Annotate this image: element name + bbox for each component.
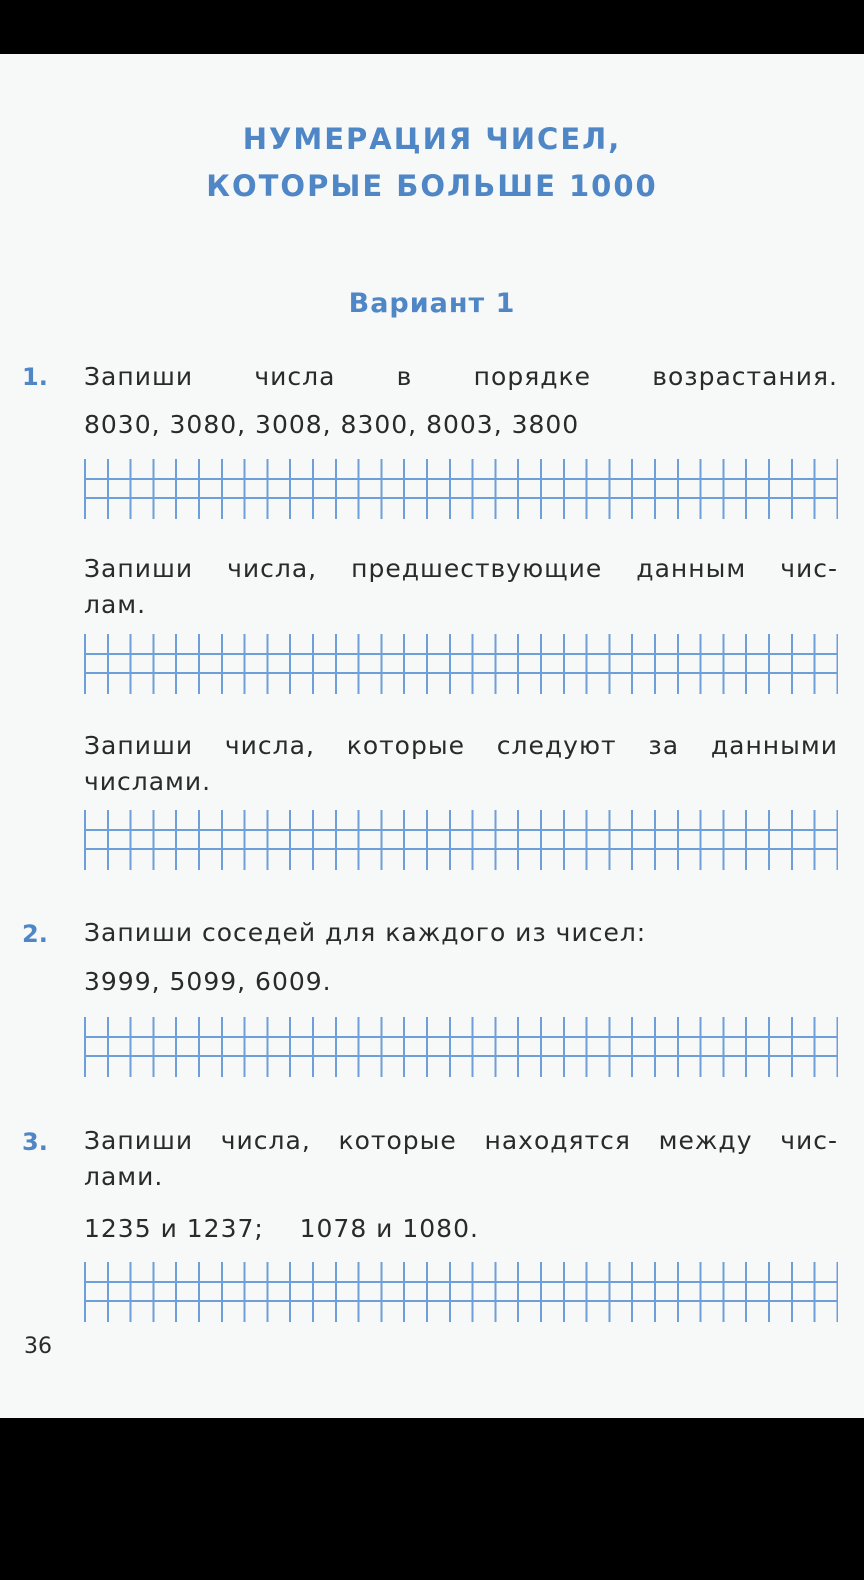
answer-grid-3[interactable]	[84, 810, 838, 870]
grid-line-top	[84, 1281, 838, 1283]
task-3-instruction-line-1: Запиши числа, которые находятся между чис-	[84, 1126, 838, 1155]
grid-line-top	[84, 653, 838, 655]
grid-line-bottom	[84, 672, 838, 674]
grid-line-top	[84, 829, 838, 831]
task-3-number: 3.	[22, 1128, 48, 1156]
grid-line-top	[84, 478, 838, 480]
task-3-instruction-line-2: лами.	[84, 1162, 164, 1191]
workbook-page	[0, 54, 864, 1418]
task-2-instruction: Запиши соседей для каждого из чисел:	[84, 918, 647, 947]
task-1-numbers: 8030, 3080, 3008, 8300, 8003, 3800	[84, 410, 580, 439]
task-1-sub1-line-1: Запиши числа, предшествующие данным чис-	[84, 554, 838, 583]
answer-grid-2[interactable]	[84, 634, 838, 694]
grid-vertical-lines	[84, 459, 838, 519]
grid-line-bottom	[84, 848, 838, 850]
grid-vertical-lines	[84, 634, 838, 694]
task-1-sub2-line-1: Запиши числа, которые следуют за данными	[84, 731, 838, 760]
grid-line-bottom	[84, 1055, 838, 1057]
page-title-line-1: НУМЕРАЦИЯ ЧИСЕЛ,	[242, 122, 622, 156]
task-1-instruction: Запиши числа в порядке возрастания.	[84, 362, 838, 391]
grid-vertical-lines	[84, 810, 838, 870]
task-1-sub1-line-2: лам.	[84, 590, 147, 619]
answer-grid-1[interactable]	[84, 459, 838, 519]
grid-vertical-lines	[84, 1262, 838, 1322]
task-2-number: 2.	[22, 920, 48, 948]
task-1-sub2-line-2: числами.	[84, 767, 212, 796]
grid-line-bottom	[84, 497, 838, 499]
page-title-line-2: КОТОРЫЕ БОЛЬШЕ 1000	[206, 169, 658, 203]
variant-heading: Вариант 1	[348, 288, 516, 319]
answer-grid-4[interactable]	[84, 1017, 838, 1077]
task-3-numbers: 1235 и 1237; 1078 и 1080.	[84, 1214, 479, 1243]
answer-grid-5[interactable]	[84, 1262, 838, 1322]
task-1-number: 1.	[22, 363, 48, 391]
task-2-numbers: 3999, 5099, 6009.	[84, 967, 332, 996]
grid-line-bottom	[84, 1300, 838, 1302]
grid-vertical-lines	[84, 1017, 838, 1077]
grid-line-top	[84, 1036, 838, 1038]
page-number: 36	[24, 1334, 52, 1359]
